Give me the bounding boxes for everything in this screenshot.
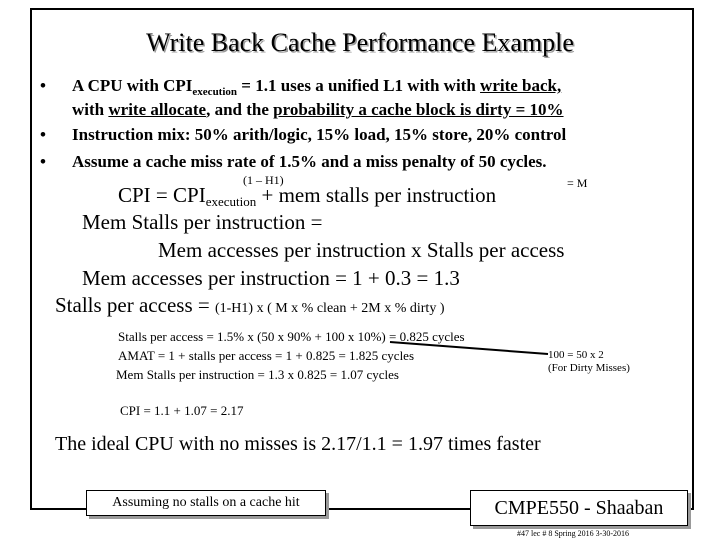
mem-access-formula: Mem accesses per instruction x Stalls per access [158, 238, 565, 262]
bullet-text: A CPU with CPI [72, 76, 193, 95]
equation-text: CPI = CPI [118, 183, 206, 207]
assumption-box: Assuming no stalls on a cache hit [86, 490, 326, 516]
calc-mem-stalls: Mem Stalls per instruction = 1.3 x 0.825 = 1.07 cycles [116, 367, 399, 382]
calc-stalls-per-access: Stalls per access = 1.5% x (50 x 90% + 100 x 10%) = 0.825 cycles [118, 329, 465, 344]
underlined-text: write allocate [108, 100, 207, 119]
subscript: execution [192, 86, 238, 98]
bullet-text: with [72, 100, 109, 119]
underlined-text: write back, [480, 76, 562, 95]
bullet-instruction-mix: Instruction mix: 50% arith/logic, 15% load, 15% store, 20% control [72, 125, 567, 144]
mem-access-equation: Mem accesses per instruction = 1 + 0.3 = 1.3 [82, 266, 460, 290]
slide-footer: #47 lec # 8 Spring 2016 3-30-2016 [517, 529, 629, 538]
subscript: execution [205, 194, 257, 209]
mem-stalls-heading: Mem Stalls per instruction = [82, 210, 323, 234]
cpi-total: CPI = 1.1 + 1.07 = 2.17 [120, 403, 244, 418]
equation-text: (1-H1) x ( M x % clean + 2M x % dirty ) [214, 301, 445, 316]
bullet-text: , and the [206, 100, 274, 119]
bullet-text: = 1.1 uses a unified L1 with with [237, 76, 481, 95]
dirty-note-line: 100 = 50 x 2 [548, 349, 604, 361]
course-brand: CMPE550 - Shaaban [470, 490, 688, 526]
pointer-line-stroke [390, 342, 548, 354]
label-h1: (1 – H1) [243, 173, 284, 187]
label-m: = M [567, 176, 588, 190]
bullet-marker: • [40, 125, 46, 144]
calc-amat: AMAT = 1 + stalls per access = 1 + 0.825 = 1.825 cycles [118, 348, 415, 363]
dirty-miss-note [548, 349, 630, 375]
bullet-marker: • [40, 76, 46, 95]
bullet-marker: • [40, 152, 46, 171]
underlined-text: probability a cache block is dirty = 10% [273, 100, 564, 119]
slide-title: Write Back Cache Performance Example [146, 28, 574, 57]
conclusion: The ideal CPU with no misses is 2.17/1.1 = 1.97 times faster [55, 433, 541, 455]
equation-text: Stalls per access = [55, 293, 215, 317]
dirty-note-line: (For Dirty Misses) [548, 362, 630, 374]
bullet-miss-rate: Assume a cache miss rate of 1.5% and a miss penalty of 50 cycles. [72, 152, 547, 171]
equation-text: + mem stalls per instruction [256, 183, 497, 207]
